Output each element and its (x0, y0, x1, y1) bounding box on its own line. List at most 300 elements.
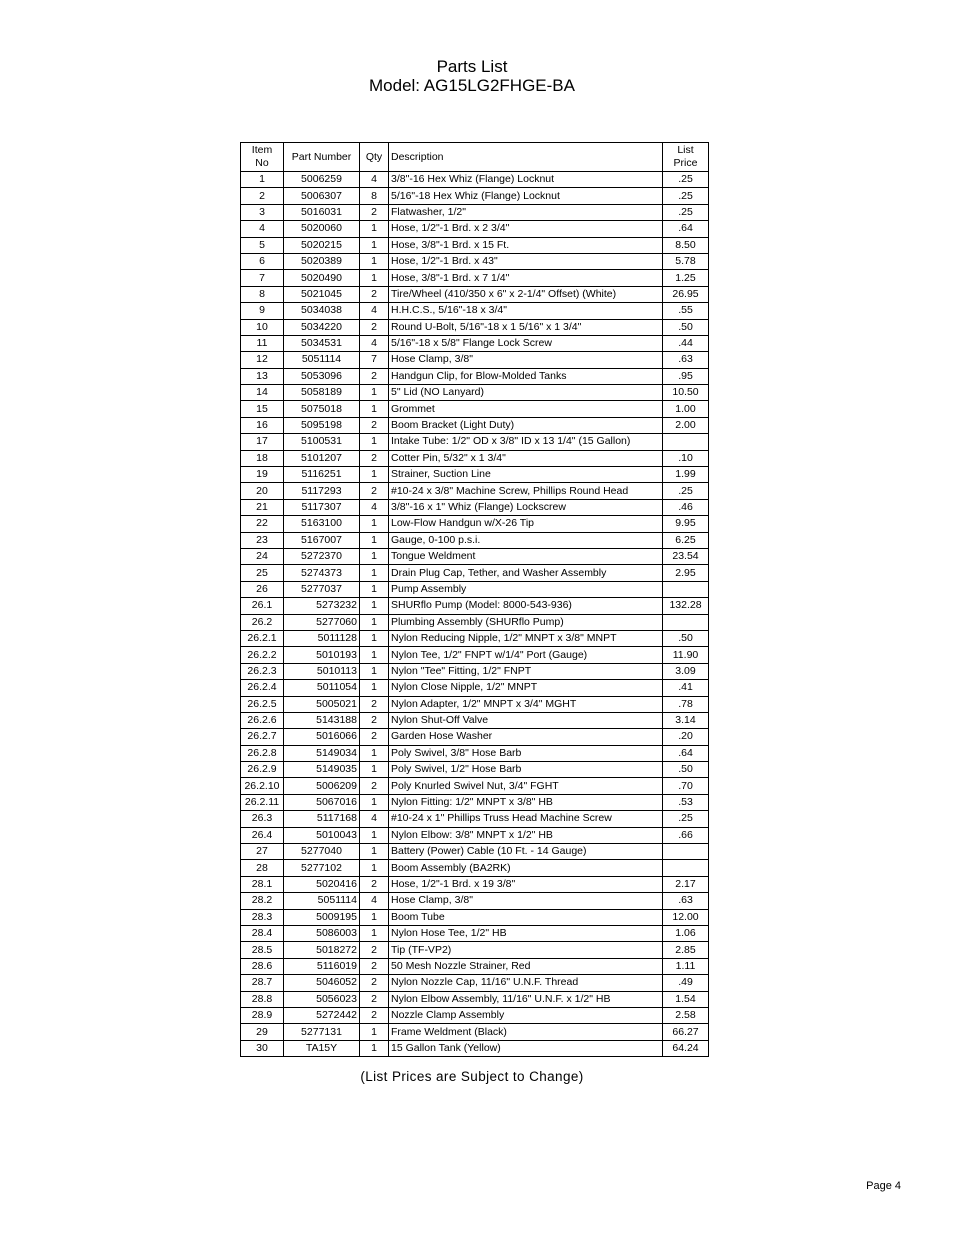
cell-list-price: 1.00 (663, 401, 709, 417)
cell-item-no: 6 (241, 253, 284, 269)
cell-item-no: 25 (241, 565, 284, 581)
table-row (241, 958, 709, 974)
cell-description: Flatwasher, 1/2" (389, 204, 663, 220)
cell-part-number: 5116019 (284, 958, 360, 974)
cell-part-number: 5009195 (284, 909, 360, 925)
cell-description: 15 Gallon Tank (Yellow) (389, 1040, 663, 1056)
cell-description: Nylon "Tee" Fitting, 1/2" FNPT (389, 663, 663, 679)
cell-item-no: 28.4 (241, 925, 284, 941)
cell-part-number: 5018272 (284, 942, 360, 958)
cell-qty: 1 (360, 598, 389, 614)
cell-part-number: 5167007 (284, 532, 360, 548)
cell-qty: 1 (360, 844, 389, 860)
cell-part-number: TA15Y (284, 1040, 360, 1056)
cell-item-no: 28 (241, 860, 284, 876)
table-row (241, 1040, 709, 1056)
cell-description: Battery (Power) Cable (10 Ft. - 14 Gauge) (389, 844, 663, 860)
col-item-no: Item No (241, 143, 284, 172)
cell-list-price: 8.50 (663, 237, 709, 253)
cell-description: Poly Swivel, 1/2" Hose Barb (389, 762, 663, 778)
table-row (241, 696, 709, 712)
cell-qty: 2 (360, 204, 389, 220)
cell-part-number: 5277037 (284, 581, 360, 597)
cell-description: Hose, 3/8"-1 Brd. x 7 1/4" (389, 270, 663, 286)
cell-list-price: .70 (663, 778, 709, 794)
cell-part-number: 5117293 (284, 483, 360, 499)
table-row (241, 434, 709, 450)
cell-item-no: 28.9 (241, 1007, 284, 1023)
col-part-number: Part Number (284, 143, 360, 172)
cell-item-no: 26.2.9 (241, 762, 284, 778)
cell-list-price: .46 (663, 499, 709, 515)
cell-qty: 1 (360, 630, 389, 646)
cell-part-number: 5116251 (284, 467, 360, 483)
cell-qty: 2 (360, 696, 389, 712)
cell-item-no: 26 (241, 581, 284, 597)
cell-item-no: 24 (241, 548, 284, 564)
cell-part-number: 5011054 (284, 680, 360, 696)
cell-part-number: 5163100 (284, 516, 360, 532)
cell-part-number: 5053096 (284, 368, 360, 384)
cell-item-no: 26.2.10 (241, 778, 284, 794)
cell-qty: 1 (360, 385, 389, 401)
cell-list-price: 1.54 (663, 991, 709, 1007)
table-row (241, 467, 709, 483)
cell-description: 5/16"-18 Hex Whiz (Flange) Locknut (389, 188, 663, 204)
cell-description: 5/16"-18 x 5/8" Flange Lock Screw (389, 335, 663, 351)
cell-list-price: .95 (663, 368, 709, 384)
cell-qty: 1 (360, 1024, 389, 1040)
cell-qty: 1 (360, 647, 389, 663)
cell-part-number: 5034038 (284, 303, 360, 319)
table-row (241, 368, 709, 384)
table-row (241, 532, 709, 548)
table-row (241, 417, 709, 433)
cell-part-number: 5272370 (284, 548, 360, 564)
cell-part-number: 5272442 (284, 1007, 360, 1023)
cell-description: Grommet (389, 401, 663, 417)
cell-item-no: 18 (241, 450, 284, 466)
cell-description: Boom Tube (389, 909, 663, 925)
cell-list-price: .25 (663, 188, 709, 204)
cell-qty: 2 (360, 286, 389, 302)
cell-description: Pump Assembly (389, 581, 663, 597)
cell-part-number: 5277040 (284, 844, 360, 860)
col-list-price: List Price (663, 143, 709, 172)
cell-description: Nozzle Clamp Assembly (389, 1007, 663, 1023)
cell-list-price: .50 (663, 319, 709, 335)
table-row (241, 762, 709, 778)
cell-part-number: 5058189 (284, 385, 360, 401)
cell-description: Nylon Shut-Off Valve (389, 712, 663, 728)
table-row (241, 253, 709, 269)
cell-item-no: 8 (241, 286, 284, 302)
cell-description: Strainer, Suction Line (389, 467, 663, 483)
cell-part-number: 5056023 (284, 991, 360, 1007)
cell-qty: 2 (360, 942, 389, 958)
cell-qty: 4 (360, 893, 389, 909)
table-row (241, 811, 709, 827)
cell-description: Hose, 1/2"-1 Brd. x 19 3/8" (389, 876, 663, 892)
cell-list-price: .78 (663, 696, 709, 712)
cell-list-price: 2.85 (663, 942, 709, 958)
cell-qty: 2 (360, 975, 389, 991)
table-row (241, 401, 709, 417)
table-row (241, 909, 709, 925)
cell-part-number: 5010113 (284, 663, 360, 679)
cell-qty: 1 (360, 270, 389, 286)
cell-part-number: 5020490 (284, 270, 360, 286)
cell-qty: 1 (360, 827, 389, 843)
price-disclaimer: (List Prices are Subject to Change) (360, 1069, 584, 1084)
cell-qty: 2 (360, 712, 389, 728)
cell-part-number: 5274373 (284, 565, 360, 581)
table-row (241, 630, 709, 646)
cell-qty: 1 (360, 548, 389, 564)
cell-description: Hose, 1/2"-1 Brd. x 43" (389, 253, 663, 269)
table-row (241, 450, 709, 466)
cell-item-no: 30 (241, 1040, 284, 1056)
cell-qty: 1 (360, 925, 389, 941)
table-row (241, 893, 709, 909)
cell-part-number: 5273232 (284, 598, 360, 614)
cell-part-number: 5067016 (284, 794, 360, 810)
cell-part-number: 5117168 (284, 811, 360, 827)
cell-description: Hose Clamp, 3/8" (389, 352, 663, 368)
cell-description: SHURflo Pump (Model: 8000-543-936) (389, 598, 663, 614)
cell-item-no: 26.3 (241, 811, 284, 827)
cell-list-price: 6.25 (663, 532, 709, 548)
cell-qty: 1 (360, 581, 389, 597)
cell-part-number: 5020215 (284, 237, 360, 253)
cell-qty: 1 (360, 237, 389, 253)
cell-list-price: 11.90 (663, 647, 709, 663)
cell-qty: 2 (360, 876, 389, 892)
cell-qty: 1 (360, 221, 389, 237)
cell-item-no: 28.1 (241, 876, 284, 892)
cell-part-number: 5117307 (284, 499, 360, 515)
cell-description: 3/8"-16 Hex Whiz (Flange) Locknut (389, 172, 663, 188)
cell-part-number: 5277102 (284, 860, 360, 876)
cell-part-number: 5005021 (284, 696, 360, 712)
cell-list-price: .50 (663, 762, 709, 778)
table-row (241, 614, 709, 630)
cell-part-number: 5149035 (284, 762, 360, 778)
cell-description: Nylon Elbow: 3/8" MNPT x 1/2" HB (389, 827, 663, 843)
parts-table-body (241, 172, 709, 1057)
cell-description: Nylon Elbow Assembly, 11/16" U.N.F. x 1/2" HB (389, 991, 663, 1007)
cell-description: Drain Plug Cap, Tether, and Washer Assembly (389, 565, 663, 581)
cell-list-price: .63 (663, 352, 709, 368)
cell-list-price: .10 (663, 450, 709, 466)
cell-item-no: 28.7 (241, 975, 284, 991)
cell-list-price: .25 (663, 172, 709, 188)
cell-description: Boom Assembly (BA2RK) (389, 860, 663, 876)
table-row (241, 745, 709, 761)
cell-item-no: 5 (241, 237, 284, 253)
cell-qty: 1 (360, 401, 389, 417)
cell-list-price: .64 (663, 221, 709, 237)
cell-qty: 2 (360, 958, 389, 974)
cell-part-number: 5051114 (284, 352, 360, 368)
cell-item-no: 1 (241, 172, 284, 188)
cell-item-no: 26.2 (241, 614, 284, 630)
cell-qty: 2 (360, 450, 389, 466)
table-row (241, 925, 709, 941)
cell-list-price: .41 (663, 680, 709, 696)
cell-qty: 2 (360, 778, 389, 794)
cell-list-price: 1.25 (663, 270, 709, 286)
cell-item-no: 23 (241, 532, 284, 548)
cell-item-no: 20 (241, 483, 284, 499)
cell-item-no: 26.2.2 (241, 647, 284, 663)
cell-list-price: .50 (663, 630, 709, 646)
cell-item-no: 26.2.6 (241, 712, 284, 728)
table-row (241, 1007, 709, 1023)
cell-description: Intake Tube: 1/2" OD x 3/8" ID x 13 1/4" (15 Gallon) (389, 434, 663, 450)
table-row (241, 565, 709, 581)
cell-description: Handgun Clip, for Blow-Molded Tanks (389, 368, 663, 384)
col-description: Description (389, 143, 663, 172)
cell-part-number: 5277131 (284, 1024, 360, 1040)
cell-description: 5" Lid (NO Lanyard) (389, 385, 663, 401)
cell-part-number: 5016066 (284, 729, 360, 745)
cell-qty: 4 (360, 335, 389, 351)
cell-qty: 4 (360, 811, 389, 827)
cell-list-price: .66 (663, 827, 709, 843)
cell-item-no: 13 (241, 368, 284, 384)
cell-description: Hose Clamp, 3/8" (389, 893, 663, 909)
cell-part-number: 5143188 (284, 712, 360, 728)
cell-description: H.H.C.S., 5/16"-18 x 3/4" (389, 303, 663, 319)
cell-part-number: 5021045 (284, 286, 360, 302)
cell-qty: 1 (360, 253, 389, 269)
table-row (241, 204, 709, 220)
table-row (241, 663, 709, 679)
cell-qty: 1 (360, 1040, 389, 1056)
cell-description: Tire/Wheel (410/350 x 6" x 2-1/4" Offset) (White) (389, 286, 663, 302)
cell-part-number: 5020416 (284, 876, 360, 892)
cell-description: 3/8"-16 x 1" Whiz (Flange) Lockscrew (389, 499, 663, 515)
cell-description: Poly Swivel, 3/8" Hose Barb (389, 745, 663, 761)
cell-item-no: 26.1 (241, 598, 284, 614)
cell-qty: 1 (360, 909, 389, 925)
cell-list-price: .25 (663, 204, 709, 220)
cell-part-number: 5149034 (284, 745, 360, 761)
cell-description: Round U-Bolt, 5/16"-18 x 1 5/16" x 1 3/4" (389, 319, 663, 335)
cell-description: Garden Hose Washer (389, 729, 663, 745)
table-row (241, 844, 709, 860)
cell-list-price: 10.50 (663, 385, 709, 401)
cell-description: 50 Mesh Nozzle Strainer, Red (389, 958, 663, 974)
cell-description: Nylon Adapter, 1/2" MNPT x 3/4" MGHT (389, 696, 663, 712)
cell-list-price (663, 860, 709, 876)
table-row (241, 270, 709, 286)
cell-list-price: 2.17 (663, 876, 709, 892)
table-row (241, 548, 709, 564)
model-title: Model: AG15LG2FHGE-BA (369, 76, 575, 95)
cell-qty: 2 (360, 729, 389, 745)
table-row (241, 319, 709, 335)
cell-part-number: 5006209 (284, 778, 360, 794)
cell-list-price (663, 434, 709, 450)
table-row (241, 794, 709, 810)
cell-description: Tip (TF-VP2) (389, 942, 663, 958)
cell-description: Tongue Weldment (389, 548, 663, 564)
cell-item-no: 28.3 (241, 909, 284, 925)
cell-qty: 7 (360, 352, 389, 368)
cell-list-price: 1.99 (663, 467, 709, 483)
cell-qty: 4 (360, 499, 389, 515)
cell-item-no: 7 (241, 270, 284, 286)
cell-list-price: 132.28 (663, 598, 709, 614)
cell-part-number: 5010193 (284, 647, 360, 663)
cell-part-number: 5020389 (284, 253, 360, 269)
table-row (241, 991, 709, 1007)
cell-item-no: 27 (241, 844, 284, 860)
cell-item-no: 9 (241, 303, 284, 319)
cell-description: Gauge, 0-100 p.s.i. (389, 532, 663, 548)
cell-description: Hose, 3/8"-1 Brd. x 15 Ft. (389, 237, 663, 253)
table-header-row (241, 143, 709, 172)
cell-qty: 1 (360, 532, 389, 548)
cell-qty: 1 (360, 860, 389, 876)
cell-qty: 2 (360, 1007, 389, 1023)
cell-list-price: 2.00 (663, 417, 709, 433)
cell-description: Nylon Close Nipple, 1/2" MNPT (389, 680, 663, 696)
cell-qty: 1 (360, 434, 389, 450)
table-row (241, 647, 709, 663)
cell-list-price: .49 (663, 975, 709, 991)
cell-list-price: 5.78 (663, 253, 709, 269)
table-row (241, 712, 709, 728)
cell-item-no: 26.2.11 (241, 794, 284, 810)
cell-description: Hose, 1/2"-1 Brd. x 2 3/4" (389, 221, 663, 237)
cell-description: Nylon Tee, 1/2" FNPT w/1/4" Port (Gauge) (389, 647, 663, 663)
table-row (241, 221, 709, 237)
cell-item-no: 28.2 (241, 893, 284, 909)
cell-item-no: 4 (241, 221, 284, 237)
cell-part-number: 5095198 (284, 417, 360, 433)
cell-item-no: 11 (241, 335, 284, 351)
cell-description: Boom Bracket (Light Duty) (389, 417, 663, 433)
cell-part-number: 5086003 (284, 925, 360, 941)
cell-qty: 1 (360, 663, 389, 679)
page-number: Page 4 (866, 1180, 901, 1192)
cell-item-no: 21 (241, 499, 284, 515)
cell-part-number: 5020060 (284, 221, 360, 237)
cell-part-number: 5011128 (284, 630, 360, 646)
cell-item-no: 26.2.4 (241, 680, 284, 696)
cell-item-no: 26.4 (241, 827, 284, 843)
cell-item-no: 19 (241, 467, 284, 483)
table-row (241, 237, 709, 253)
table-row (241, 729, 709, 745)
cell-qty: 1 (360, 794, 389, 810)
cell-item-no: 26.2.8 (241, 745, 284, 761)
cell-qty: 1 (360, 680, 389, 696)
col-qty: Qty (360, 143, 389, 172)
cell-part-number: 5006307 (284, 188, 360, 204)
cell-list-price: 3.09 (663, 663, 709, 679)
cell-item-no: 28.6 (241, 958, 284, 974)
cell-qty: 2 (360, 368, 389, 384)
cell-item-no: 3 (241, 204, 284, 220)
cell-list-price: 2.95 (663, 565, 709, 581)
cell-item-no: 16 (241, 417, 284, 433)
cell-part-number: 5277060 (284, 614, 360, 630)
table-row (241, 188, 709, 204)
cell-part-number: 5034220 (284, 319, 360, 335)
cell-item-no: 14 (241, 385, 284, 401)
table-row (241, 827, 709, 843)
table-row (241, 581, 709, 597)
cell-description: Plumbing Assembly (SHURflo Pump) (389, 614, 663, 630)
cell-list-price: 26.95 (663, 286, 709, 302)
cell-item-no: 2 (241, 188, 284, 204)
cell-list-price: 64.24 (663, 1040, 709, 1056)
cell-item-no: 26.2.5 (241, 696, 284, 712)
cell-list-price: .53 (663, 794, 709, 810)
cell-qty: 1 (360, 762, 389, 778)
cell-list-price: .25 (663, 483, 709, 499)
cell-item-no: 28.8 (241, 991, 284, 1007)
cell-list-price (663, 581, 709, 597)
cell-part-number: 5006259 (284, 172, 360, 188)
cell-qty: 1 (360, 467, 389, 483)
cell-qty: 2 (360, 319, 389, 335)
table-row (241, 598, 709, 614)
page-title: Parts List (436, 57, 508, 76)
table-row (241, 942, 709, 958)
table-row (241, 860, 709, 876)
cell-item-no: 26.2.7 (241, 729, 284, 745)
cell-description: Low-Flow Handgun w/X-26 Tip (389, 516, 663, 532)
table-row (241, 516, 709, 532)
table-row (241, 335, 709, 351)
cell-list-price: 1.11 (663, 958, 709, 974)
parts-table (240, 142, 709, 1057)
cell-list-price: 9.95 (663, 516, 709, 532)
cell-description: Nylon Nozzle Cap, 11/16" U.N.F. Thread (389, 975, 663, 991)
cell-part-number: 5034531 (284, 335, 360, 351)
cell-list-price (663, 844, 709, 860)
cell-list-price: .63 (663, 893, 709, 909)
table-row (241, 303, 709, 319)
cell-list-price (663, 614, 709, 630)
cell-list-price: 1.06 (663, 925, 709, 941)
cell-qty: 2 (360, 991, 389, 1007)
cell-description: Frame Weldment (Black) (389, 1024, 663, 1040)
cell-qty: 2 (360, 483, 389, 499)
cell-part-number: 5075018 (284, 401, 360, 417)
table-row (241, 385, 709, 401)
cell-qty: 1 (360, 614, 389, 630)
cell-item-no: 17 (241, 434, 284, 450)
cell-list-price: .64 (663, 745, 709, 761)
cell-part-number: 5010043 (284, 827, 360, 843)
cell-part-number: 5101207 (284, 450, 360, 466)
cell-description: Cotter Pin, 5/32" x 1 3/4" (389, 450, 663, 466)
cell-qty: 4 (360, 172, 389, 188)
table-row (241, 975, 709, 991)
cell-list-price: .25 (663, 811, 709, 827)
cell-list-price: 66.27 (663, 1024, 709, 1040)
cell-description: #10-24 x 3/8" Machine Screw, Phillips Round Head (389, 483, 663, 499)
cell-item-no: 15 (241, 401, 284, 417)
cell-description: Nylon Reducing Nipple, 1/2" MNPT x 3/8" MNPT (389, 630, 663, 646)
table-row (241, 680, 709, 696)
